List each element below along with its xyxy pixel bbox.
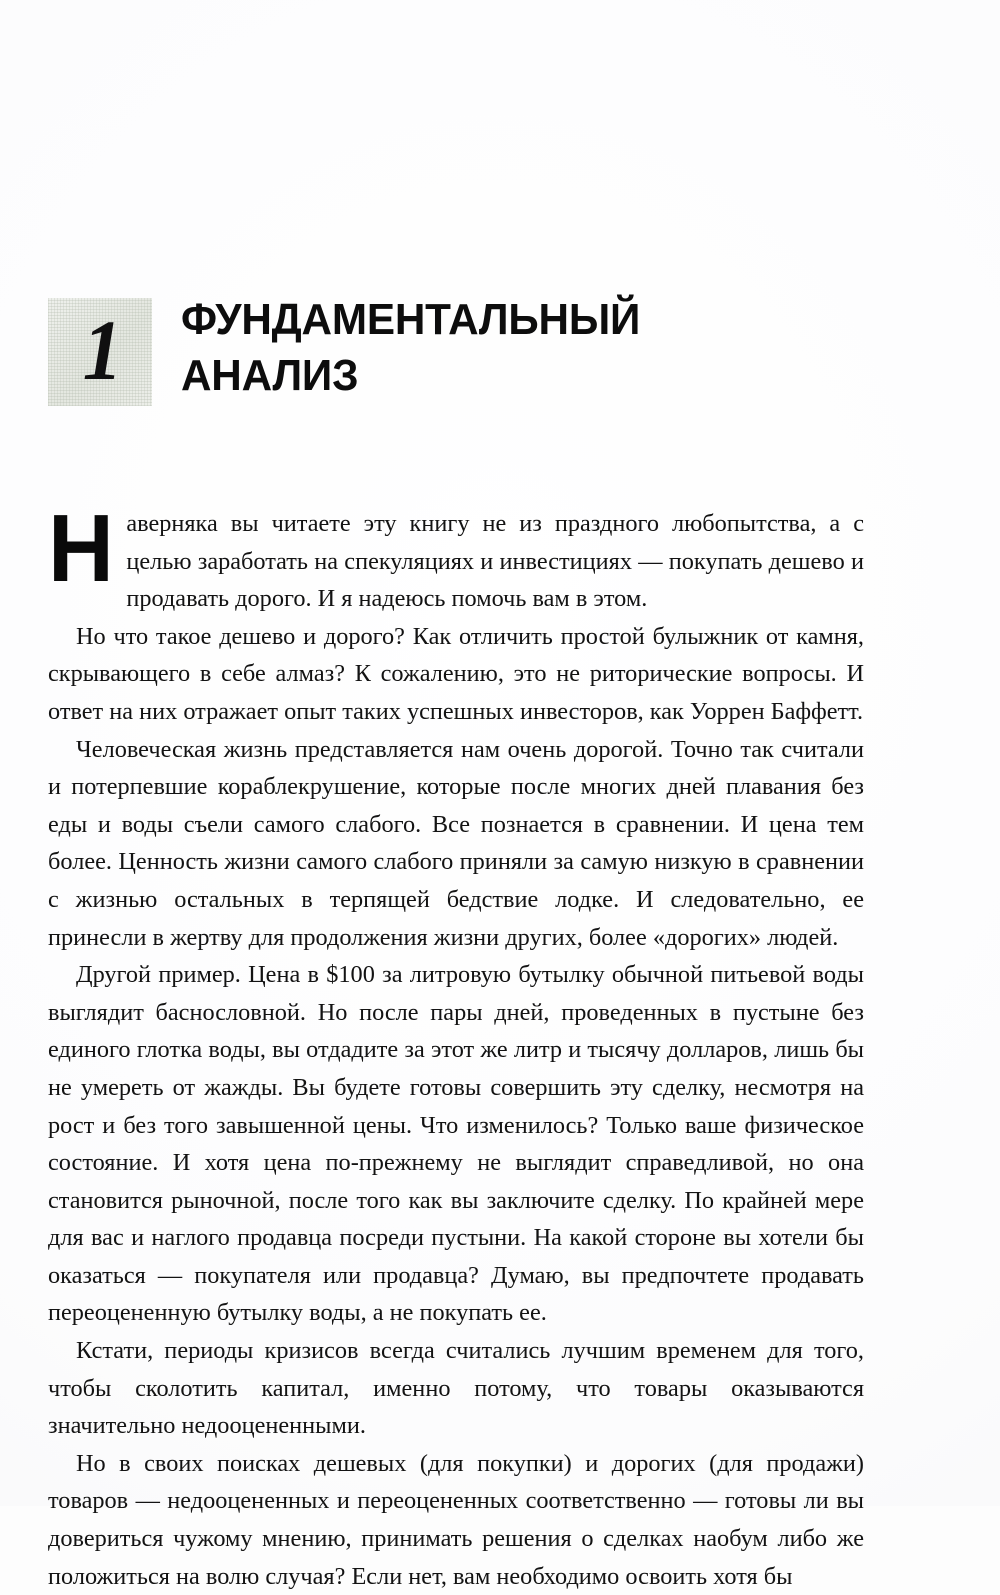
chapter-title	[181, 292, 871, 404]
paragraph-3	[48, 731, 864, 957]
chapter-number-block	[48, 298, 152, 406]
chapter-title-line-2: АНАЛИЗ	[181, 351, 359, 400]
paragraph-1-text: аверняка вы читаете эту книгу не из праздного любопытства, а с целью заработать на спекуляциях и инвестициях — покупать дешево и продавать дорого. И я надеюсь помочь вам в этом.	[126, 510, 864, 613]
paragraph-2-text: Но что такое дешево и дорого? Как отличить простой булыжник от камня, скрывающего в себе алмаз? К сожалению, это не риторические вопросы. И ответ на них отражает опыт таких успешных инвесторов, как Уоррен Баффетт.	[48, 622, 864, 725]
paragraph-6-text: Но в своих поисках дешевых (для покупки) и дорогих (для продажи) товаров — недооцененных и переоцененных соответственно — готовы ли вы довериться чужому мнению, принимать решения о сделках наобум либо же положиться на волю случая? Если нет, вам необходимо освоить хотя бы	[48, 1449, 864, 1590]
chapter-title-line-1: ФУНДАМЕНТАЛЬНЫЙ	[181, 295, 641, 344]
paragraph-4-text: Другой пример. Цена в $100 за литровую бутылку обычной питьевой воды выглядит баснословной. Но после пары дней, проведенных в пустыне без единого глотка воды, вы отдадите за этот же литр и тысячу долларов, лишь бы не умереть от жажды. Вы будете готовы совершить эту сделку, несмотря на рост и без того завышенной цены. Что изменилось? Только ваше физическое состояние. И хотя цена по-прежнему не выглядит справедливой, но она становится рыночной, после того как вы заключите сделку. По крайней мере для вас и наглого продавца посреди пустыни. На какой стороне вы хотели бы оказаться — покупателя или продавца? Думаю, вы предпочтете продавать переоцененную бутылку воды, а не покупать ее.	[48, 961, 864, 1327]
drop-cap: Н	[48, 495, 114, 602]
chapter-number: 1	[82, 302, 122, 398]
chapter-header	[48, 295, 868, 413]
paragraph-5-text: Кстати, периоды кризисов всегда считались лучшим временем для того, чтобы сколотить капитал, именно потому, что товары оказываются значительно недооцененными.	[48, 1337, 864, 1440]
paragraph-3-text: Человеческая жизнь представляется нам очень дорогой. Точно так считали и потерпевшие кораблекрушение, которые после многих дней плавания без еды и воды съели самого слабого. Все познается в сравнении. И цена тем более. Ценность жизни самого слабого приняли за самую низкую в сравнении с жизнью остальных в терпящей бедствие лодке. И следовательно, ее принесли в жертву для продолжения жизни других, более «дорогих» людей.	[48, 735, 864, 951]
paragraph-4	[48, 956, 864, 1332]
paragraph-1	[48, 495, 864, 618]
paragraph-5	[48, 1332, 864, 1445]
paragraph-2	[48, 618, 864, 731]
paragraph-6	[48, 1445, 864, 1595]
body-text	[48, 495, 864, 1595]
